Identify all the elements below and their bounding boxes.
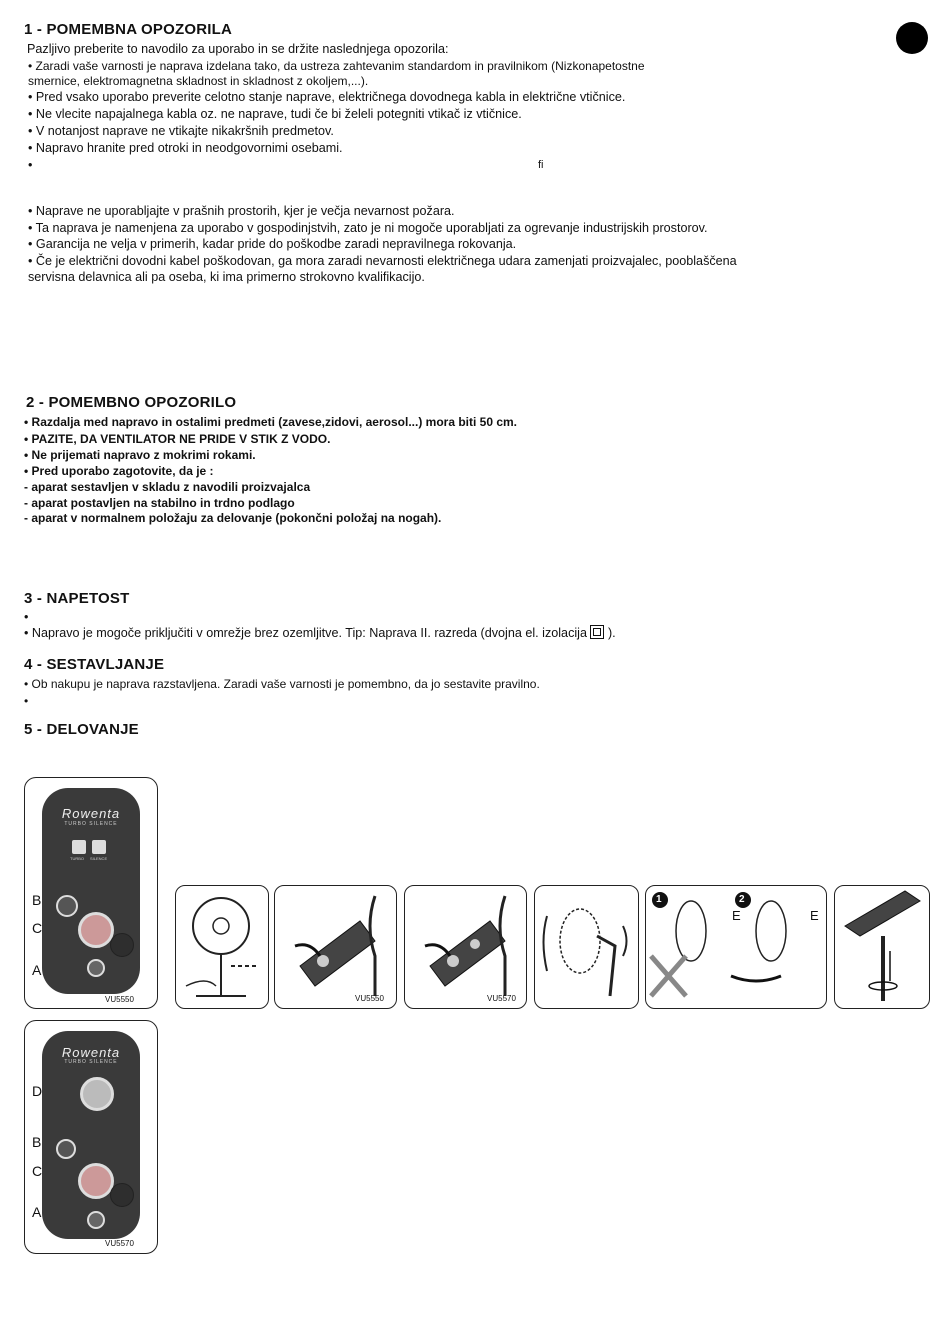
bullet-3: • Ne vlecite napajalnega kabla oz. ne naprave, tudi če bi želeli potegniti vtikač iz vtičnice.	[28, 107, 522, 121]
model-label: VU5570	[105, 1239, 134, 1248]
model-label: VU5550	[105, 995, 134, 1004]
turbo-boost-button-c[interactable]	[78, 912, 114, 948]
label-a: A	[32, 962, 42, 978]
label-c: C	[32, 920, 43, 936]
power-button-a[interactable]	[87, 1211, 105, 1229]
control-panel-vu5570-figure	[24, 1020, 158, 1254]
brand-subtitle: TURBO SILENCE	[64, 821, 118, 827]
bullet-6: •	[28, 158, 33, 172]
anti-mosquito-button-d[interactable]	[80, 1077, 114, 1111]
bullet-10b: servisna delavnica ali pa oseba, ki ima primerno strokovno kvalifikacijo.	[28, 270, 425, 284]
s3-line-1: •	[24, 610, 29, 624]
s4-line-1: • Ob nakupu je naprava razstavljena. Zaradi vaše varnosti je pomembno, da jo sestavite pravilno.	[24, 677, 540, 691]
bullet-5: • Napravo hranite pred otroki in neodgovornimi osebami.	[28, 141, 343, 155]
silence-mode-icon	[92, 840, 106, 854]
section-2-heading: 2 - POMEMBNO OPOZORILO	[26, 394, 237, 411]
bullet-1a: • Zaradi vaše varnosti je naprava izdelana tako, da ustreza zahtevanim standardom in pravilnikom (Nizkonapetostne	[28, 59, 645, 73]
language-marker-dot	[896, 22, 928, 54]
label-b: B	[32, 892, 42, 908]
s2-line-5: - aparat sestavljen v skladu z navodili proizvajalca	[24, 480, 311, 494]
s2-line-4: • Pred uporabo zagotovite, da je :	[24, 464, 214, 478]
step-2-number: 2	[739, 894, 745, 905]
plug-in-illustration	[175, 885, 269, 1009]
label-b: B	[32, 1134, 42, 1150]
turbo-mode-icon	[72, 840, 86, 854]
step-1-number: 1	[656, 894, 662, 905]
brand-logo: Rowenta	[61, 806, 121, 821]
turbo-label: TURBO	[70, 856, 84, 861]
s2-line-6: - aparat postavljen na stabilno in trdno podlago	[24, 496, 295, 510]
bullet-8: • Ta naprava je namenjena za uporabo v gospodinjstvih, zato je ni mogoče uporabljati za ogrevanje industrijskih prostorov.	[28, 221, 708, 235]
label-a: A	[32, 1204, 42, 1220]
power-button-a[interactable]	[87, 959, 105, 977]
silence-label: SILENCE	[90, 856, 108, 861]
section-1-heading: 1 - POMEMBNA OPOZORILA	[24, 21, 233, 38]
speed-button-b[interactable]	[56, 1139, 76, 1159]
model-label: VU5570	[487, 994, 516, 1003]
label-c: C	[32, 1163, 43, 1179]
label-e: E	[810, 908, 819, 923]
section-3-heading: 3 - NAPETOST	[24, 590, 130, 607]
section-1-intro: Pazljivo preberite to navodilo za uporabo in se držite naslednjega opozorila:	[27, 42, 449, 56]
brand-logo: Rowenta	[61, 1045, 121, 1060]
section-5-heading: 5 - DELOVANJE	[24, 721, 139, 738]
bullet-7: • Naprave ne uporabljajte v prašnih prostorih, kjer je večja nevarnost požara.	[28, 204, 455, 218]
bullet-9: • Garancija ne velja v primerih, kadar pride do poškodbe zaradi nepravilnega rokovanja.	[28, 237, 517, 251]
stray-ligature: fi	[538, 159, 544, 171]
label-d: D	[32, 1083, 43, 1099]
vu5570-knob-illustration	[404, 885, 527, 1009]
section-4-heading: 4 - SESTAVLJANJE	[24, 656, 165, 673]
bullet-10a: • Če je električni dovodni kabel poškodovan, ga mora zaradi nevarnosti električnega udara zamenjati proizvajalec, pooblaščena	[28, 254, 737, 268]
s2-line-1: • Razdalja med napravo in ostalimi predmeti (zavese,zidovi, aerosol...) mora biti 50 cm.	[24, 415, 518, 429]
panel-body	[42, 1031, 140, 1239]
label-e: E	[732, 908, 741, 923]
s2-line-7: - aparat v normalnem položaju za delovanje (pokončni položaj na nogah).	[24, 511, 442, 525]
double-insulation-icon	[590, 625, 604, 639]
bullet-1b: smernice, elektromagnetna skladnost in skladnost z okoljem,...).	[28, 74, 369, 88]
control-panel-vu5550-figure	[24, 777, 158, 1009]
panel-body	[42, 788, 140, 994]
extreme-button[interactable]	[110, 1183, 134, 1207]
model-label: VU5550	[355, 994, 384, 1003]
vu5550-knob-illustration	[274, 885, 397, 1009]
s2-line-2: • PAZITE, DA VENTILATOR NE PRIDE V STIK Z VODO.	[24, 432, 331, 446]
s4-line-2: •	[24, 694, 29, 708]
bullet-4: • V notanjost naprave ne vtikajte nikakršnih predmetov.	[28, 124, 334, 138]
turbo-boost-button-c[interactable]	[78, 1163, 114, 1199]
bullet-2: • Pred vsako uporabo preverite celotno stanje naprave, električnega dovodnega kabla in električne vtičnice.	[28, 90, 626, 104]
height-adjust-illustration	[834, 885, 930, 1009]
attach-head-illustration	[645, 885, 827, 1009]
s3-line-2: • Napravo je mogoče priključiti v omrežje brez ozemljitve. Tip: Naprava II. razreda (dvojna el. izolacija ).	[24, 626, 616, 640]
extreme-button[interactable]	[110, 933, 134, 957]
speed-button-b[interactable]	[56, 895, 78, 917]
brand-subtitle: TURBO SILENCE	[64, 1059, 118, 1065]
tilt-head-illustration	[534, 885, 639, 1009]
s2-line-3: • Ne prijemati napravo z mokrimi rokami.	[24, 448, 256, 462]
